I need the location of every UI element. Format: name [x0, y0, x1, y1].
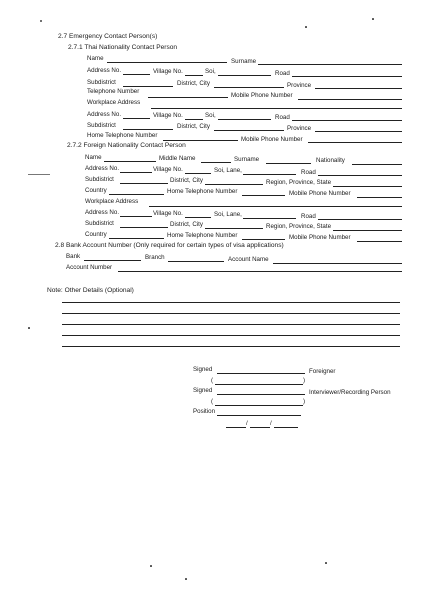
- foreign-work-home-telephone-label: Home Telephone Number: [167, 232, 238, 239]
- work-road-field[interactable]: [292, 120, 402, 121]
- foreign-work-road-field[interactable]: [318, 219, 402, 220]
- work-address-no-label: Address No.: [87, 111, 122, 118]
- notes-line[interactable]: [62, 302, 400, 303]
- foreign-work-address-no-label: Address No.: [85, 209, 120, 216]
- mobile-phone-field[interactable]: [298, 99, 402, 100]
- notes-line[interactable]: [62, 346, 400, 347]
- foreign-country-label: Country: [85, 187, 107, 194]
- foreign-work-country-field[interactable]: [109, 238, 164, 239]
- interviewer-signature-field[interactable]: [217, 394, 305, 395]
- foreign-work-village-no-field[interactable]: [185, 217, 211, 218]
- foreign-middle-name-label: Middle Name: [159, 155, 196, 162]
- work-mobile-phone-field[interactable]: [308, 142, 402, 143]
- surname-field[interactable]: [258, 64, 402, 65]
- work-address-no-field[interactable]: [123, 118, 150, 119]
- date-slash: /: [270, 420, 272, 427]
- foreigner-signature-field[interactable]: [217, 373, 305, 374]
- address-no-label: Address No.: [87, 67, 122, 74]
- signed-label: Signed: [193, 387, 213, 394]
- scan-speck: [305, 26, 307, 28]
- interviewer-label: Interviewer/Recording Person: [309, 389, 391, 396]
- foreign-address-no-label: Address No.: [85, 165, 120, 172]
- work-soi-label: Soi,: [205, 112, 216, 119]
- province-field[interactable]: [315, 88, 402, 89]
- foreign-middle-name-field[interactable]: [201, 162, 231, 163]
- notes-title: Note: Other Details (Optional): [47, 287, 134, 294]
- foreigner-printed-name-field[interactable]: [215, 384, 303, 385]
- foreign-work-subdistrict-field[interactable]: [120, 227, 168, 228]
- bank-label: Bank: [66, 253, 81, 260]
- account-name-field[interactable]: [273, 263, 402, 264]
- foreign-address-no-field[interactable]: [120, 172, 152, 173]
- foreign-home-telephone-label: Home Telephone Number: [167, 188, 238, 195]
- foreign-road-field[interactable]: [318, 175, 402, 176]
- scan-speck: [185, 578, 187, 580]
- foreign-village-no-label: Village No.: [153, 166, 183, 173]
- home-telephone-field[interactable]: [163, 140, 238, 141]
- soi-label: Soi,: [205, 68, 216, 75]
- scan-speck: [372, 18, 374, 20]
- foreign-work-subdistrict-label: Subdistrict: [85, 220, 114, 227]
- foreign-region-field[interactable]: [333, 186, 402, 187]
- position-label: Position: [193, 408, 216, 415]
- branch-label: Branch: [145, 254, 165, 261]
- foreign-work-village-no-label: Village No.: [153, 210, 183, 217]
- work-subdistrict-label: Subdistrict: [87, 122, 116, 129]
- work-village-no-field[interactable]: [185, 119, 203, 120]
- work-district-city-field[interactable]: [214, 130, 284, 131]
- road-field[interactable]: [292, 76, 402, 77]
- scan-mark: [28, 174, 50, 175]
- foreign-work-home-telephone-field[interactable]: [242, 239, 285, 240]
- foreign-workplace-address-label: Workplace Address: [85, 198, 139, 205]
- section-2-8-title: 2.8 Bank Account Number (Only required for certain types of visa applications): [55, 242, 284, 249]
- work-province-label: Province: [287, 125, 312, 132]
- workplace-address-label: Workplace Address: [87, 99, 141, 106]
- signed-label: Signed: [193, 366, 213, 373]
- date-month-field[interactable]: [250, 427, 270, 428]
- foreign-work-road-label: Road: [301, 213, 316, 220]
- foreign-district-city-field[interactable]: [205, 184, 263, 185]
- district-city-field[interactable]: [214, 87, 284, 88]
- scan-speck: [325, 562, 327, 564]
- village-no-label: Village No.: [153, 68, 183, 75]
- position-field[interactable]: [217, 415, 301, 416]
- work-mobile-phone-label: Mobile Phone Number: [241, 136, 303, 143]
- account-number-label: Account Number: [66, 264, 113, 271]
- workplace-address-field[interactable]: [151, 108, 402, 109]
- paren-open: (: [211, 377, 214, 384]
- address-no-field[interactable]: [123, 74, 150, 75]
- date-day-field[interactable]: [226, 427, 246, 428]
- paren-close: ): [303, 377, 306, 384]
- account-name-label: Account Name: [228, 256, 269, 263]
- foreign-nationality-field[interactable]: [352, 164, 402, 165]
- foreign-name-label: Name: [85, 154, 102, 161]
- foreign-nationality-label: Nationality: [316, 157, 345, 164]
- foreigner-label: Foreigner: [309, 368, 336, 375]
- subdistrict-field[interactable]: [123, 86, 173, 87]
- foreign-road-label: Road: [301, 169, 316, 176]
- scan-speck: [150, 565, 152, 567]
- section-2-7-2-title: 2.7.2 Foreign Nationality Contact Person: [67, 142, 186, 149]
- foreign-country-field[interactable]: [109, 194, 164, 195]
- foreign-work-region-field[interactable]: [333, 230, 402, 231]
- notes-line[interactable]: [62, 313, 400, 314]
- bank-field[interactable]: [84, 260, 141, 261]
- telephone-number-label: Telephone Number: [87, 88, 140, 95]
- branch-field[interactable]: [168, 261, 224, 262]
- notes-line[interactable]: [62, 324, 400, 325]
- section-2-7-1-title: 2.7.1 Thai Nationality Contact Person: [68, 44, 178, 51]
- foreign-district-city-label: District, City: [170, 177, 203, 184]
- foreign-work-district-city-label: District, City: [170, 221, 203, 228]
- foreign-work-soi-lane-field[interactable]: [243, 218, 296, 219]
- foreign-work-country-label: Country: [85, 231, 107, 238]
- foreign-work-address-no-field[interactable]: [120, 216, 152, 217]
- foreign-region-label: Region, Province, State: [266, 179, 332, 186]
- foreign-soi-lane-field[interactable]: [243, 174, 296, 175]
- interviewer-printed-name-field[interactable]: [215, 405, 303, 406]
- telephone-number-field[interactable]: [148, 97, 228, 98]
- account-number-field[interactable]: [118, 271, 402, 272]
- foreign-subdistrict-field[interactable]: [120, 183, 168, 184]
- mobile-phone-label: Mobile Phone Number: [231, 92, 293, 99]
- section-2-7-title: 2.7 Emergency Contact Person(s): [58, 33, 158, 40]
- foreign-surname-field[interactable]: [266, 163, 311, 164]
- foreign-soi-lane-label: Soi, Lane,: [214, 167, 242, 174]
- work-soi-field[interactable]: [218, 119, 271, 120]
- work-road-label: Road: [275, 114, 290, 121]
- subdistrict-label: Subdistrict: [87, 79, 116, 86]
- date-year-field[interactable]: [274, 427, 298, 428]
- foreign-work-mobile-phone-field[interactable]: [357, 241, 402, 242]
- surname-label: Surname: [231, 58, 257, 65]
- province-label: Province: [287, 82, 312, 89]
- work-village-no-label: Village No.: [153, 112, 183, 119]
- foreign-name-field[interactable]: [104, 161, 156, 162]
- foreign-work-district-city-field[interactable]: [205, 228, 263, 229]
- work-district-city-label: District, City: [177, 123, 210, 130]
- foreign-village-no-field[interactable]: [185, 173, 211, 174]
- work-province-field[interactable]: [315, 131, 402, 132]
- foreign-mobile-phone-label: Mobile Phone Number: [289, 190, 351, 197]
- village-no-field[interactable]: [185, 75, 203, 76]
- name-field[interactable]: [107, 62, 227, 63]
- foreign-work-soi-lane-label: Soi, Lane,: [214, 211, 242, 218]
- home-telephone-label: Home Telephone Number: [87, 132, 158, 139]
- notes-line[interactable]: [62, 335, 400, 336]
- work-subdistrict-field[interactable]: [123, 129, 173, 130]
- name-label: Name: [87, 55, 104, 62]
- foreign-work-region-label: Region, Province, State: [266, 223, 332, 230]
- foreign-workplace-address-field[interactable]: [149, 206, 402, 207]
- foreign-work-mobile-phone-label: Mobile Phone Number: [289, 234, 351, 241]
- paren-close: ): [303, 398, 306, 405]
- foreign-home-telephone-field[interactable]: [242, 195, 285, 196]
- foreign-subdistrict-label: Subdistrict: [85, 176, 114, 183]
- soi-field[interactable]: [218, 75, 271, 76]
- scan-speck: [40, 20, 42, 22]
- district-city-label: District, City: [177, 80, 210, 87]
- foreign-surname-label: Surname: [234, 156, 260, 163]
- foreign-mobile-phone-field[interactable]: [357, 197, 402, 198]
- scan-speck: [28, 327, 30, 329]
- date-slash: /: [246, 420, 248, 427]
- road-label: Road: [275, 70, 290, 77]
- paren-open: (: [211, 398, 214, 405]
